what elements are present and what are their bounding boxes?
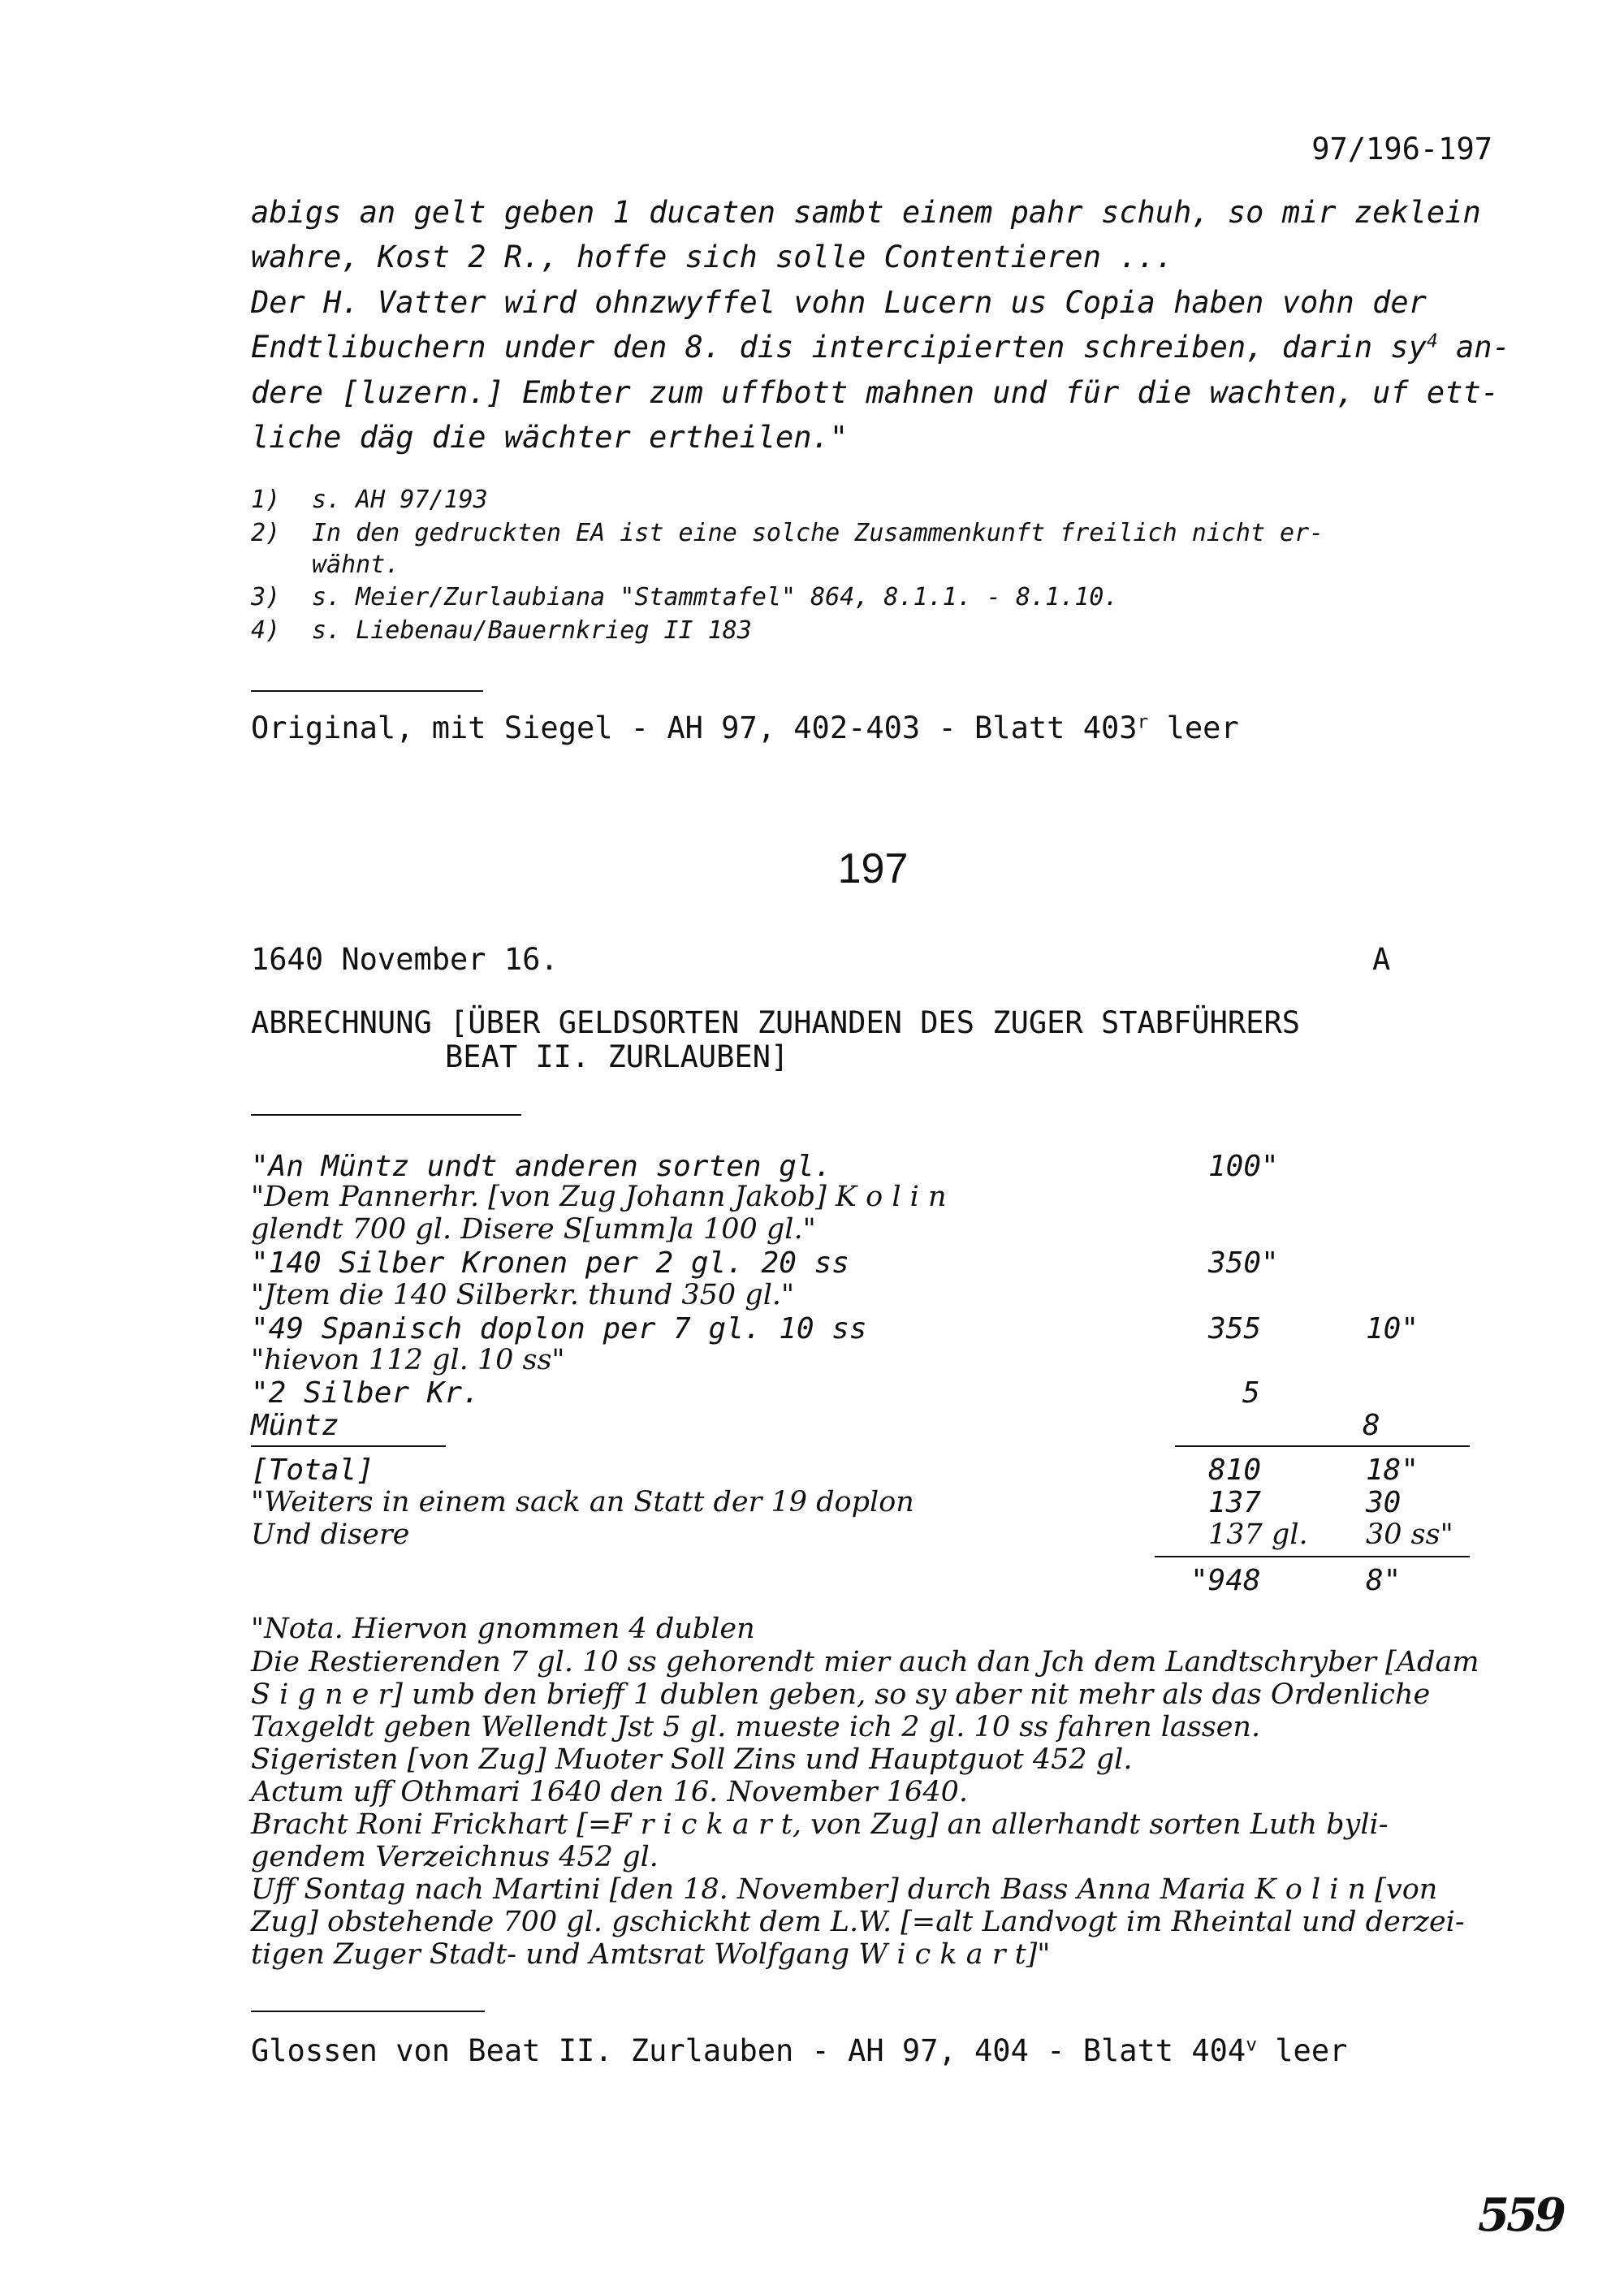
footnote-number: 2)	[251, 519, 281, 547]
footnote-text: In den gedruckten EA ist eine solche Zusammenkunft freilich nicht er-	[312, 519, 1324, 547]
table-row-label: glendt 700 gl. Disere S[umm]a 100 gl."	[251, 1213, 816, 1246]
footnote-text: wähnt.	[312, 551, 400, 579]
table-row-label: "2 Silber Kr.	[251, 1376, 480, 1410]
letter-line: abigs an gelt geben 1 ducaten sambt einem pahr schuh, so mir zeklein	[251, 195, 1481, 230]
gloss-line: Bracht Roni Frickhart [=F r i c k a r t, von Zug] an allerhandt sorten Luth byli-	[251, 1808, 1389, 1841]
letter-line: wahre, Kost 2 R., hoffe sich solle Contentieren ...	[251, 240, 1174, 274]
document-type-letter: A	[1372, 942, 1391, 977]
letter-line: Der H. Vatter wird ohnzwyffel vohn Lucern us Copia haben vohn der	[251, 285, 1427, 320]
table-row-total: [Total]	[251, 1454, 374, 1487]
subtotal-rule-left	[251, 1445, 446, 1447]
footnote-number: 3)	[251, 583, 281, 611]
table-row-label: "An Müntz undt anderen sorten gl.	[251, 1150, 832, 1183]
gloss-line: Taxgeldt geben Wellendt Jst 5 gl. mueste ich 2 gl. 10 ss fahren lassen.	[251, 1711, 1261, 1743]
table-row-label: "49 Spanisch doplon per 7 gl. 10 ss	[251, 1312, 867, 1346]
table-cell-gulden: 350"	[1208, 1246, 1279, 1280]
source-note: Glossen von Beat II. Zurlauben - AH 97, 404 - Blatt 404$^v$ leer	[251, 2033, 1348, 2068]
table-cell-schilling: 30 ss"	[1366, 1518, 1453, 1551]
gloss-line: "Nota. Hiervon gnommen 4 dublen	[251, 1613, 755, 1645]
letter-line: liche däg die wächter ertheilen."	[251, 420, 849, 455]
table-cell-schilling: 10"	[1366, 1312, 1419, 1346]
page-reference: 97/196-197	[1311, 132, 1492, 166]
table-cell-schilling: 8	[1363, 1409, 1380, 1442]
subtotal-rule-right	[1175, 1445, 1470, 1447]
document-number: 197	[837, 845, 909, 892]
footnote-text: s. Liebenau/Bauernkrieg II 183	[312, 616, 752, 645]
table-cell-schilling: 18"	[1366, 1454, 1419, 1487]
footnote-number: 1)	[251, 486, 281, 514]
gloss-line: tigen Zuger Stadt- und Amtsrat Wolfgang W i c k a r t]"	[251, 1938, 1051, 1971]
table-row-label: "Weiters in einem sack an Statt der 19 doplon	[251, 1486, 914, 1518]
gloss-line: Sigeristen [von Zug] Muoter Soll Zins und Hauptguot 452 gl.	[251, 1743, 1133, 1776]
page-number-stamp: 559	[1478, 2188, 1563, 2242]
table-cell-schilling: 30	[1366, 1486, 1402, 1519]
table-cell-gulden: 137	[1208, 1486, 1262, 1519]
gloss-line: S i g n e r] umb den brieff 1 dublen geben, so sy aber nit mehr als das Ordenliche	[251, 1678, 1431, 1711]
table-cell-gulden: "948	[1190, 1564, 1261, 1597]
letter-line: dere [luzern.] Embter zum uffbott mahnen und für die wachten, uf ett-	[251, 375, 1500, 410]
table-row-label: Und disere	[251, 1518, 410, 1551]
table-cell-gulden: 355	[1208, 1312, 1262, 1346]
footnote-text: s. AH 97/193	[312, 486, 488, 514]
gloss-line: Uff Sontag nach Martini [den 18. November] durch Bass Anna Maria K o l i n [von	[251, 1873, 1438, 1906]
footnote-text: s. Meier/Zurlaubiana "Stammtafel" 864, 8.1.1. - 8.1.10.	[312, 583, 1119, 611]
table-cell-gulden: 137 gl.	[1208, 1518, 1308, 1551]
table-cell-gulden: 100"	[1208, 1150, 1279, 1183]
table-row-label: Müntz	[251, 1409, 339, 1442]
source-note: Original, mit Siegel - AH 97, 402-403 - Blatt 403$^r$ leer	[251, 711, 1239, 745]
divider	[251, 690, 483, 692]
gloss-line: Zug] obstehende 700 gl. gschickht dem L.W. [=alt Landvogt im Rheintal und derzei-	[251, 1906, 1465, 1938]
table-row-label: "Dem Pannerhr. [von Zug Johann Jakob] K o l i n	[251, 1181, 947, 1213]
gloss-line: Actum uff Othmari 1640 den 16. November 1640.	[251, 1776, 968, 1808]
table-cell-schilling: 8"	[1366, 1564, 1402, 1597]
table-cell-gulden: 810	[1208, 1454, 1262, 1487]
footnote-number: 4)	[251, 616, 281, 645]
divider	[251, 1114, 521, 1116]
table-row-label: "hievon 112 gl. 10 ss"	[251, 1344, 565, 1376]
date-line: 1640 November 16.	[251, 942, 559, 977]
document-title: ABRECHNUNG [ÜBER GELDSORTEN ZUHANDEN DES ZUGER STABFÜHRERS	[251, 1005, 1301, 1040]
letter-line: Endtlibuchern under den 8. dis intercipierten schreiben, darin $sy^4$ an-	[251, 330, 1510, 365]
document-title-continued: BEAT II. ZURLAUBEN]	[445, 1039, 789, 1074]
table-cell-gulden: 5	[1242, 1376, 1260, 1410]
total-rule	[1155, 1556, 1470, 1557]
table-row-label: "140 Silber Kronen per 2 gl. 20 ss	[251, 1246, 849, 1280]
gloss-line: Die Restierenden 7 gl. 10 ss gehorendt mier auch dan Jch dem Landtschryber [Adam	[251, 1646, 1479, 1678]
table-row-label: "Jtem die 140 Silberkr. thund 350 gl."	[251, 1279, 795, 1311]
gloss-line: gendem Verzeichnus 452 gl.	[251, 1841, 659, 1873]
divider	[251, 2011, 485, 2012]
